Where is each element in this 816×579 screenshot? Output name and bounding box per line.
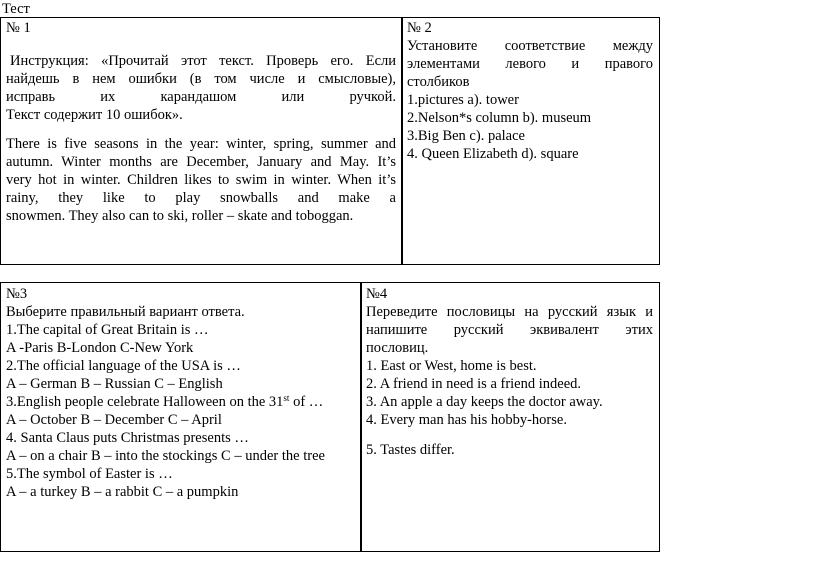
task-1-text-line: very hot in winter. Children likes to swim in winter. When it’s [6, 172, 396, 188]
task-4-instruction-line: Переведите пословицы на русский язык и [366, 304, 653, 320]
question-line: 4. Santa Claus puts Christmas presents … [6, 430, 249, 446]
answer-options-line: A – German B – Russian C – English [6, 376, 223, 392]
task-2-instruction-line: столбиков [407, 74, 470, 90]
list-item: 2.Nelson*s column b). museum [407, 110, 592, 126]
task-4-instruction-line: напишите русский эквивалент этих [366, 322, 653, 338]
task-4-instruction [366, 303, 653, 357]
document-title: Тест [2, 1, 30, 17]
task-3-cell [6, 285, 358, 501]
task-2-items [407, 91, 653, 163]
list-item: 3. An apple a day keeps the doctor away. [366, 394, 603, 410]
task-1-instruction-line: Текст содержит 10 ошибок». [6, 107, 183, 123]
answer-options-line: A – a turkey B – a rabbit C – a pumpkin [6, 484, 239, 500]
question-line: 2.The official language of the USA is … [6, 358, 241, 374]
list-item: 5. Tastes differ. [366, 442, 455, 458]
question-line: 1.The capital of Great Britain is … [6, 322, 209, 338]
answer-options-line: A – on a chair B – into the stockings C – under the tree [6, 448, 325, 464]
task-1-instruction-line: найдешь в нем ошибки (в том числе и смысловые), [6, 71, 396, 87]
task-3-number: №3 [6, 286, 28, 302]
task-1-text-line: autumn. Winter months are December, January and May. It’s [6, 154, 396, 170]
task-1-text [6, 135, 396, 225]
task-4-number: №4 [366, 286, 388, 302]
table-top-divider [401, 17, 403, 265]
list-item: 4. Queen Elizabeth d). square [407, 146, 579, 162]
table-bottom-divider [360, 282, 362, 552]
task-2-instruction-line: элементами левого и правого [407, 56, 653, 72]
answer-options-line: A -Paris B-London C-New York [6, 340, 194, 356]
list-item: 4. Every man has his hobby-horse. [366, 412, 567, 428]
ordinal-suffix: st [283, 393, 290, 403]
list-item: 1.pictures a). tower [407, 92, 519, 108]
task-4-instruction-line: пословиц. [366, 340, 429, 356]
task-2-cell [407, 19, 653, 163]
task-3-instruction: Выберите правильный вариант ответа. [6, 304, 245, 320]
task-1-cell [6, 19, 396, 225]
task-2-instruction [407, 37, 653, 91]
task-1-text-line: There is five seasons in the year: winter, spring, summer and [6, 136, 396, 152]
question-text-end: of … [289, 394, 324, 410]
question-line [6, 393, 358, 411]
task-2-number: № 2 [407, 20, 432, 36]
answer-options-line: A – October B – December C – April [6, 412, 222, 428]
task-1-text-line: snowmen. They also can to ski, roller – skate and toboggan. [6, 208, 354, 224]
question-line: 5.The symbol of Easter is … [6, 466, 173, 482]
list-item: 2. A friend in need is a friend indeed. [366, 376, 582, 392]
task-1-text-line: rainy, they like to play snowballs and make a [6, 190, 396, 206]
task-2-instruction-line: Установите соответствие между [407, 38, 653, 54]
task-4-cell [366, 285, 653, 459]
task-1-number: № 1 [6, 20, 31, 36]
task-1-instruction-line: исправь их карандашом или ручкой. [6, 89, 396, 105]
list-item: 1. East or West, home is best. [366, 358, 537, 374]
task-1-instruction-line: Инструкция: «Прочитай этот текст. Проверь его. Если [10, 53, 396, 69]
task-1-instruction [6, 52, 396, 124]
list-item: 3.Big Ben c). palace [407, 128, 525, 144]
question-text: 3.English people celebrate Halloween on the 31 [6, 394, 284, 410]
